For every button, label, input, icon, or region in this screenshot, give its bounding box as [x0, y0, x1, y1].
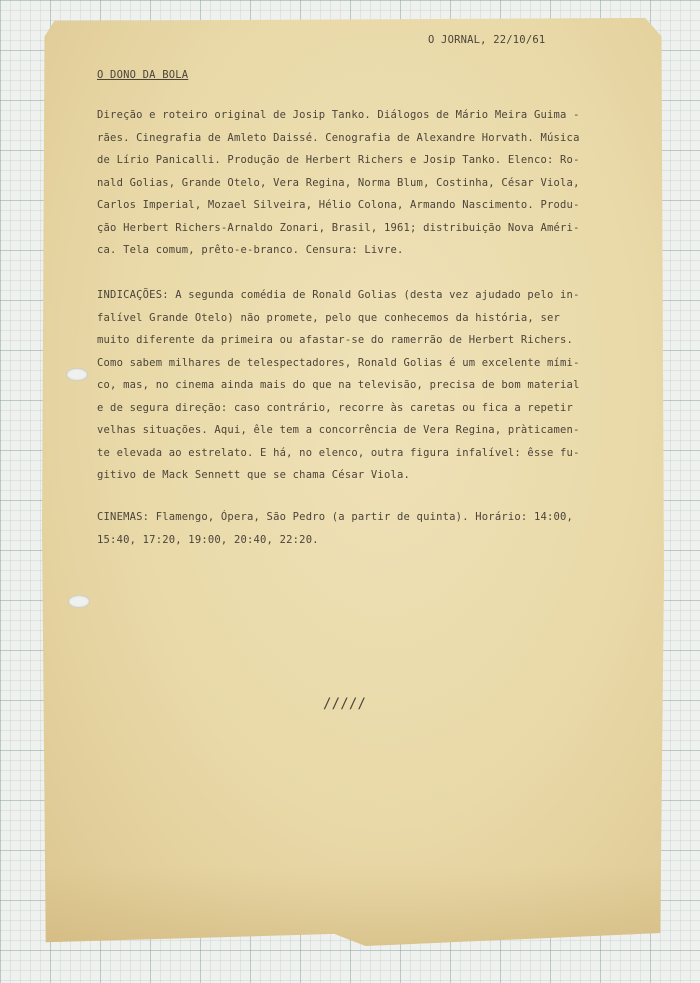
credits-line: rães. Cinegrafia de Amleto Daissé. Cenografia de Alexandre Horvath. Música — [97, 131, 580, 144]
cinemas-line: 15:40, 17:20, 19:00, 20:40, 22:20. — [97, 533, 319, 546]
indicacoes-line: muito diferente da primeira ou afastar-se do ramerrão de Herbert Richers. — [97, 334, 574, 346]
credits-line: ção Herbert Richers-Arnaldo Zonari, Brasil, 1961; distribuição Nova Améri- — [97, 221, 580, 234]
document-title: O DONO DA BOLA — [97, 69, 189, 81]
dateline: O JORNAL, 22/10/61 — [428, 34, 546, 46]
indicacoes-line: e de segura direção: caso contrário, recorre às caretas ou fica a repetir — [97, 401, 574, 414]
cinemas-line: CINEMAS: Flamengo, Ópera, São Pedro (a partir de quinta). Horário: 14:00, — [97, 511, 574, 523]
credits-line: Direção e roteiro original de Josip Tanko. Diálogos de Mário Meira Guima - — [97, 109, 580, 121]
indicacoes-line: gitivo de Mack Sennett que se chama César Viola. — [97, 469, 411, 481]
punch-hole-lower — [68, 595, 90, 608]
credits-paragraph — [97, 104, 645, 262]
indicacoes-paragraph — [97, 284, 645, 487]
indicacoes-line: INDICAÇÕES: A segunda comédia de Ronald Golias (desta vez ajudado pelo in- — [97, 289, 580, 301]
indicacoes-line: falível Grande Otelo) não promete, pelo que conhecemos da história, ser — [97, 311, 561, 324]
credits-line: ca. Tela comum, prêto-e-branco. Censura: Livre. — [97, 244, 404, 256]
cinemas-paragraph — [97, 506, 645, 551]
credits-line: de Lírio Panicalli. Produção de Herbert Richers e Josip Tanko. Elenco: Ro- — [97, 154, 580, 166]
end-mark: ///// — [323, 696, 367, 712]
indicacoes-line: co, mas, no cinema ainda mais do que na televisão, precisa de bom material — [97, 379, 580, 391]
indicacoes-line: velhas situações. Aqui, êle tem a concorrência de Vera Regina, pràticamen- — [97, 424, 580, 436]
punch-hole-upper — [66, 368, 88, 381]
indicacoes-line: Como sabem milhares de telespectadores, Ronald Golias é um excelente mími- — [97, 356, 580, 369]
credits-line: nald Golias, Grande Otelo, Vera Regina, Norma Blum, Costinha, César Viola, — [97, 176, 580, 189]
indicacoes-line: te elevada ao estrelato. E há, no elenco, outra figura infalível: êsse fu- — [97, 446, 580, 459]
credits-line: Carlos Imperial, Mozael Silveira, Hélio Colona, Armando Nascimento. Produ- — [97, 199, 580, 211]
